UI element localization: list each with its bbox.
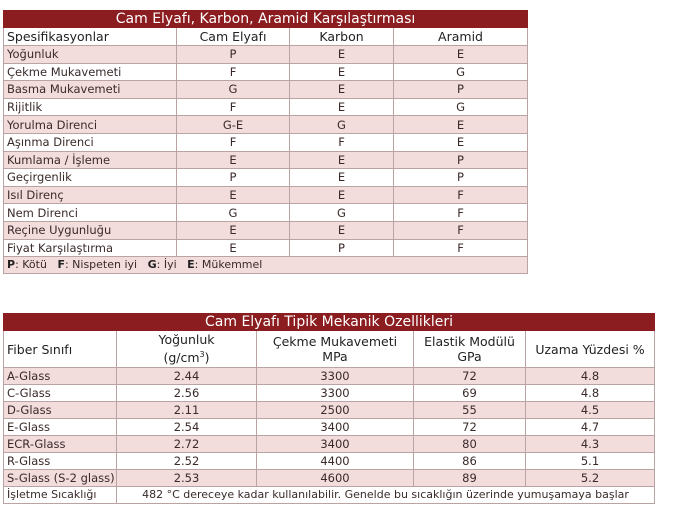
legend-key: P bbox=[7, 258, 16, 272]
table-cell: 2.44 bbox=[117, 368, 257, 385]
table-cell: E bbox=[290, 221, 394, 239]
table-cell: P bbox=[394, 151, 528, 169]
row-label: A-Glass bbox=[4, 368, 117, 385]
row-label: Yoğunluk bbox=[4, 46, 177, 64]
row-label: Çekme Mukavemeti bbox=[4, 63, 177, 81]
table-row bbox=[4, 81, 528, 99]
table-cell: E bbox=[177, 186, 290, 204]
table-row bbox=[4, 133, 528, 151]
table-cell: 2500 bbox=[257, 402, 414, 419]
legend-text: : Kötü bbox=[15, 258, 47, 272]
table-cell: E bbox=[290, 63, 394, 81]
header-spec: Spesifikasyonlar bbox=[4, 28, 177, 46]
table-cell: 3300 bbox=[257, 368, 414, 385]
table-row bbox=[4, 221, 528, 239]
legend-text: : Mükemmel bbox=[194, 258, 263, 272]
table-cell: E bbox=[177, 239, 290, 257]
table-cell: 4.8 bbox=[526, 385, 655, 402]
row-label: Yorulma Direnci bbox=[4, 116, 177, 134]
table-cell: 4.8 bbox=[526, 368, 655, 385]
table-cell: P bbox=[177, 169, 290, 187]
row-label: S-Glass (S-2 glass) bbox=[4, 470, 117, 487]
table-cell: 3300 bbox=[257, 385, 414, 402]
table-cell: G bbox=[290, 116, 394, 134]
table-row bbox=[4, 402, 655, 419]
header-fiber: Fiber Sınıfı bbox=[4, 331, 117, 368]
table-cell: 2.56 bbox=[117, 385, 257, 402]
row-label: Fiyat Karşılaştırma bbox=[4, 239, 177, 257]
row-label: Isıl Direnç bbox=[4, 186, 177, 204]
table-cell: 2.11 bbox=[117, 402, 257, 419]
table-cell: 2.53 bbox=[117, 470, 257, 487]
table-cell: 89 bbox=[414, 470, 526, 487]
header-tensile: Çekme Mukavemeti MPa bbox=[257, 331, 414, 368]
table-cell: G bbox=[177, 204, 290, 222]
table-row bbox=[4, 63, 528, 81]
table-cell: 2.52 bbox=[117, 453, 257, 470]
table-cell: G bbox=[394, 98, 528, 116]
mechanical-title: Cam Elyafı Tipik Mekanik Özellikleri bbox=[4, 314, 655, 331]
table-cell: 3400 bbox=[257, 436, 414, 453]
table-cell: F bbox=[394, 186, 528, 204]
header-modulus: Elastik Modülü GPa bbox=[414, 331, 526, 368]
table-row bbox=[4, 385, 655, 402]
table-cell: 55 bbox=[414, 402, 526, 419]
table-cell: 69 bbox=[414, 385, 526, 402]
table-row bbox=[4, 419, 655, 436]
row-label: Kumlama / İşleme bbox=[4, 151, 177, 169]
row-label: Aşınma Direnci bbox=[4, 133, 177, 151]
table-cell: E bbox=[394, 46, 528, 64]
rating-legend bbox=[4, 257, 528, 274]
table-cell: P bbox=[177, 46, 290, 64]
table-cell: 5.1 bbox=[526, 453, 655, 470]
table-row bbox=[4, 46, 528, 64]
table-cell: 4.3 bbox=[526, 436, 655, 453]
table-cell: G bbox=[177, 81, 290, 99]
row-label: Basma Mukavemeti bbox=[4, 81, 177, 99]
table-cell: P bbox=[290, 239, 394, 257]
table-cell: E bbox=[394, 116, 528, 134]
row-label: Nem Direnci bbox=[4, 204, 177, 222]
table-row bbox=[4, 98, 528, 116]
table-cell: E bbox=[290, 186, 394, 204]
table-cell: E bbox=[394, 133, 528, 151]
header-density: Yoğunluk $(g/cm^3)$ bbox=[117, 331, 257, 368]
header-aramid: Aramid bbox=[394, 28, 528, 46]
row-label: E-Glass bbox=[4, 419, 117, 436]
table-cell: 3400 bbox=[257, 419, 414, 436]
row-label: Reçine Uygunluğu bbox=[4, 221, 177, 239]
table-cell: E bbox=[290, 98, 394, 116]
legend-key: F bbox=[57, 258, 65, 272]
table-cell: F bbox=[177, 63, 290, 81]
header-carbon: Karbon bbox=[290, 28, 394, 46]
table-cell: F bbox=[394, 239, 528, 257]
table-cell: 72 bbox=[414, 419, 526, 436]
table-row bbox=[4, 116, 528, 134]
table-cell: F bbox=[177, 133, 290, 151]
comparison-title: Cam Elyafı, Karbon, Aramid Karşılaştırması bbox=[4, 11, 528, 28]
table-cell: 4600 bbox=[257, 470, 414, 487]
operating-temp-text: 482 °C dereceye kadar kullanılabilir. Genelde bu sıcaklığın üzerinde yumuşamaya başlar bbox=[117, 487, 655, 504]
mechanical-table bbox=[3, 313, 655, 504]
table-cell: F bbox=[290, 133, 394, 151]
comparison-table bbox=[3, 10, 528, 274]
table-cell: 4400 bbox=[257, 453, 414, 470]
table-cell: P bbox=[394, 81, 528, 99]
table-cell: 72 bbox=[414, 368, 526, 385]
table-cell: 2.54 bbox=[117, 419, 257, 436]
table-cell: 80 bbox=[414, 436, 526, 453]
row-label: ECR-Glass bbox=[4, 436, 117, 453]
row-label: D-Glass bbox=[4, 402, 117, 419]
legend-key: E bbox=[187, 258, 195, 272]
table-cell: G bbox=[290, 204, 394, 222]
table-cell: F bbox=[394, 221, 528, 239]
table-cell: F bbox=[394, 204, 528, 222]
table-row bbox=[4, 436, 655, 453]
row-label: C-Glass bbox=[4, 385, 117, 402]
table-cell: E bbox=[177, 151, 290, 169]
header-elongation: Uzama Yüzdesi % bbox=[526, 331, 655, 368]
table-cell: E bbox=[290, 151, 394, 169]
table-cell: 86 bbox=[414, 453, 526, 470]
table-cell: 4.5 bbox=[526, 402, 655, 419]
legend-key: G bbox=[147, 258, 157, 272]
table-cell: P bbox=[394, 169, 528, 187]
table-cell: G-E bbox=[177, 116, 290, 134]
table-cell: E bbox=[177, 221, 290, 239]
table-row bbox=[4, 453, 655, 470]
table-cell: 2.72 bbox=[117, 436, 257, 453]
table-row bbox=[4, 186, 528, 204]
operating-temp-label: İşletme Sıcaklığı bbox=[4, 487, 117, 504]
row-label: Geçirgenlik bbox=[4, 169, 177, 187]
legend-text: : İyi bbox=[156, 258, 177, 272]
table-row bbox=[4, 239, 528, 257]
table-cell: E bbox=[290, 46, 394, 64]
legend-text: : Nispeten iyi bbox=[64, 258, 138, 272]
table-row bbox=[4, 204, 528, 222]
table-cell: 5.2 bbox=[526, 470, 655, 487]
table-row bbox=[4, 151, 528, 169]
table-row bbox=[4, 169, 528, 187]
row-label: R-Glass bbox=[4, 453, 117, 470]
table-row bbox=[4, 368, 655, 385]
row-label: Rijitlik bbox=[4, 98, 177, 116]
table-cell: E bbox=[290, 81, 394, 99]
header-glass: Cam Elyafı bbox=[177, 28, 290, 46]
table-row bbox=[4, 470, 655, 487]
table-cell: G bbox=[394, 63, 528, 81]
table-cell: 4.7 bbox=[526, 419, 655, 436]
table-cell: F bbox=[177, 98, 290, 116]
table-cell: E bbox=[290, 169, 394, 187]
